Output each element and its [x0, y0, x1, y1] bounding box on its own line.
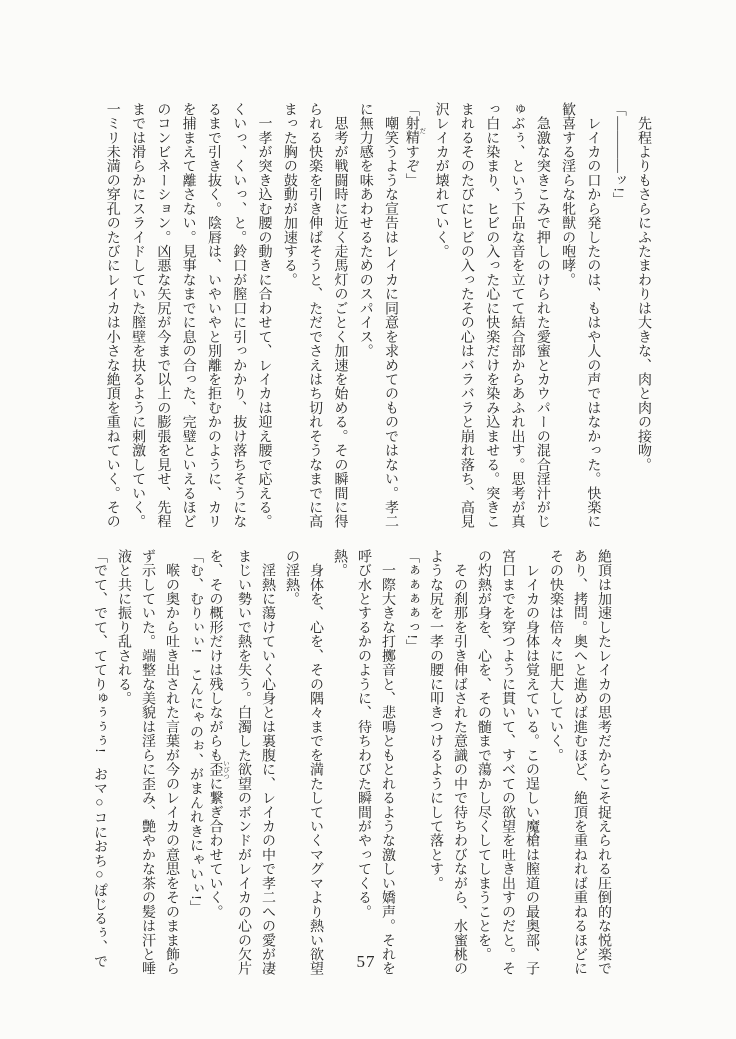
- text-column: まじい勢いで熱を失う。白濁した欲望のボンドがレイカの心の欠片: [236, 549, 251, 976]
- text-column: 液と共に振り乱される。: [116, 549, 131, 706]
- text-column: るまで引き抜く。陰唇は、いやいやと別離を拒むかのように、カリ: [205, 102, 221, 529]
- page-number: 57: [356, 952, 376, 971]
- text-column: 沢レイカが壊れていく。: [433, 102, 449, 259]
- text-column: 歓喜する淫らな牝獣の咆哮。: [560, 102, 576, 287]
- text-column: 「む、むりぃぃ! こんにゃのぉ、がまんれきにゃいぃ!」: [188, 549, 203, 915]
- text-column: の淫熱。: [284, 549, 299, 606]
- text-column: 「――――ッ!」: [610, 102, 626, 207]
- text-column: レイカの口から発したのは、もはや人の声ではなかった。快楽に: [585, 102, 601, 529]
- text-column: 一孝が突き込む腰の動きに合わせて、レイカは迎え腰で応える。: [256, 102, 272, 529]
- text-column: 急激な突きこみで押しのけられた愛蜜とカウパーの混合淫汁がじ: [534, 102, 550, 529]
- text-column: 淫熱に蕩けていく心身とは裏腹に、レイカの中で孝二への愛が凄: [260, 549, 275, 976]
- text-column: のコンビネーション。凶悪な矢尻が今まで以上の膨張を見せ、先程: [155, 102, 171, 529]
- text-column: を、その概形だけは残しながらも歪 いびつに繋ぎ合わせていく。: [207, 549, 229, 919]
- text-column: の灼熱が身を、心を、その髄まで蕩かし尽くしてしまうことを。: [476, 549, 491, 962]
- text-column: っ白に染まり、ヒビの入った心に快楽だけを染み込ませる。突きこ: [484, 102, 500, 529]
- text-column: 「射精 だすぞ」: [403, 102, 426, 188]
- text-column: 「でて、でて、ててりゅぅぅぅ! おマ○コにおち○ぽじるぅ、で: [92, 549, 107, 969]
- text-column: レイカの身体は覚えている。この逞しい魔槍は膣道の最奥部、子: [524, 549, 539, 976]
- text-column: その快楽は倍々に肥大していく。: [548, 549, 563, 763]
- text-column: ゅぶぅ、という下品な音を立てて結合部からあふれ出す。思考が真: [509, 102, 525, 529]
- text-block-bottom: [85, 549, 613, 977]
- text-column: 先程よりもさらにふたまわりは大きな、肉と肉の接吻。: [636, 102, 651, 472]
- text-column: を捕まえて離さない。見事なまでに息の合った、完璧といえるほど: [180, 102, 196, 529]
- text-column: 熱。: [332, 549, 347, 578]
- text-column: 身体を、心を、その隅々までを満たしていくマグマより熱い欲望: [308, 549, 323, 976]
- text-column: 宮口までを穿つように貫いて、すべての欲望を吐き出すのだと。そ: [500, 549, 515, 976]
- text-column: 「ぁぁぁぁっ!」: [404, 549, 419, 654]
- text-column: までは滑らかにスライドしていた膣壁を抉るように刺激していく。: [130, 102, 146, 529]
- text-column: 一ミリ未満の穿孔のたびにレイカは小さな絶頂を重ねていく。その: [104, 102, 120, 529]
- text-column: 喉の奥から吐き出された言葉が今のレイカの意思をそのまま飾ら: [164, 549, 179, 976]
- text-column: まれるそのたびにヒビの入ったその心はバラバラと崩れ落ち、高見: [458, 102, 474, 529]
- text-column: その刹那を引き伸ばされた意識の中で待ちわびながら、水蜜桃の: [452, 549, 467, 976]
- text-column: 呼び水とするかのように、待ちわびた瞬間がやってくる。: [356, 549, 371, 919]
- text-column: 思考が戦闘時に近く走馬灯のごとく加速を始める。その瞬間に得: [332, 102, 348, 529]
- text-block-top: [96, 102, 653, 532]
- text-column: 嘲笑うような宣告はレイカに同意を求めてのものではない。孝二: [383, 102, 399, 529]
- text-column: ず示していた。端整な美貌は淫らに歪み、艶やかな茶の髪は汗と唾: [140, 549, 155, 976]
- text-column: られる快楽を引き伸ばそうと、ただでさえはち切れそうなまでに高: [307, 102, 323, 529]
- text-column: 絶頂は加速したレイカの思考だからこそ捉えられる圧倒的な悦楽で: [596, 549, 611, 976]
- text-column: まった胸の鼓動が加速する。: [281, 102, 297, 287]
- text-column: くいっ、くいっ、と。鈴口が膣口に引っかかり、抜け落ちそうにな: [231, 102, 247, 529]
- text-column: に無力感を味あわせるためのスパイス。: [357, 102, 373, 358]
- text-column: 一際大きな打擲音と、悲鳴ともとれるような激しい嬌声。それを: [380, 549, 395, 976]
- text-column: あり、拷問。奥へと進めば進むほど、絶頂を重ねれば重ねるほどに: [572, 549, 587, 976]
- text-column: ような尻を一孝の腰に叩きつけるようにして落とす。: [428, 549, 443, 891]
